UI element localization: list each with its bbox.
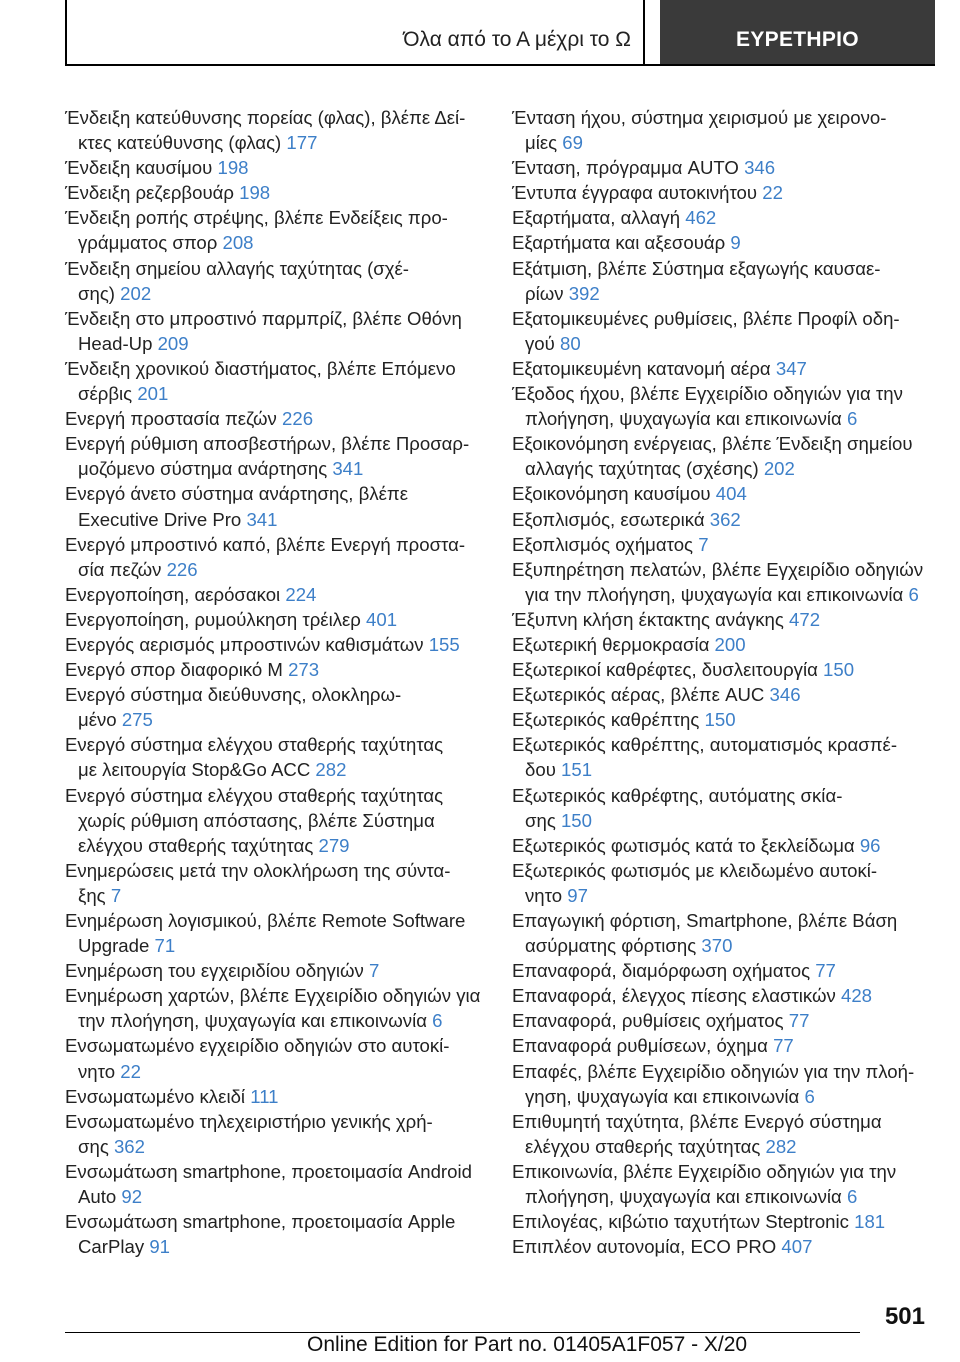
index-entry-text: σέρβις: [78, 383, 133, 405]
index-entry-line: [512, 607, 942, 632]
index-entry-text: Ενεργοποίηση, αερόσακοι: [65, 583, 281, 605]
page-reference-link[interactable]: 282: [765, 1135, 797, 1157]
page-reference-link[interactable]: 91: [149, 1236, 170, 1258]
page-reference-link[interactable]: 273: [288, 659, 320, 681]
header-section-tab[interactable]: [660, 0, 935, 64]
index-entry-line: [512, 1234, 942, 1259]
index-entry-line: [78, 230, 495, 255]
index-entry-text: νητο: [525, 884, 563, 906]
index-entry-text: Εξωτερικός καθρέπτης: [512, 709, 700, 731]
index-entry: [512, 958, 942, 983]
index-entry-line: [65, 958, 495, 983]
index-entry-line: [512, 532, 942, 557]
index-entry-text: δου: [525, 759, 556, 781]
index-entry: [512, 481, 942, 506]
index-entry-text: Εξατομικευμένη κατανομή αέρα: [512, 357, 771, 379]
index-entry-text: Ενσωμάτωση smartphone, προετοιμασία Android: [65, 1160, 472, 1182]
index-entry: [512, 180, 942, 205]
page-reference-link[interactable]: 6: [804, 1085, 815, 1107]
index-entry: [512, 557, 942, 607]
page-reference-link[interactable]: 200: [714, 633, 746, 655]
index-entry-line: [78, 933, 495, 958]
index-entry-text: Head-Up: [78, 332, 153, 354]
index-entry-line: [65, 1084, 495, 1109]
index-entry-line: [78, 707, 495, 732]
index-entry-text: Ενσωμάτωση smartphone, προετοιμασία Apple: [65, 1211, 456, 1233]
index-entry-line: [65, 406, 495, 431]
page-reference-link[interactable]: 181: [854, 1211, 886, 1233]
index-entry-text: αλλαγής ταχύτητας (σχέσης): [525, 458, 759, 480]
index-entry-text: Επαναφορά, έλεγχος πίεσης ελαστικών: [512, 985, 836, 1007]
page-reference-link[interactable]: 69: [562, 132, 583, 154]
index-entry-line: [525, 757, 942, 782]
page-reference-link[interactable]: 209: [157, 332, 189, 354]
page-reference-link[interactable]: 150: [560, 809, 592, 831]
index-entry-text: Ενεργό σύστημα ελέγχου σταθερής ταχύτητας: [65, 734, 444, 756]
index-entry-line: [525, 130, 942, 155]
index-entry: [512, 833, 942, 858]
index-entry-line: [65, 657, 495, 682]
index-entry-text: Ενεργή προστασία πεζών: [65, 408, 277, 430]
index-entry-text: μοζόμενο σύστημα ανάρτησης: [78, 458, 328, 480]
index-entry-line: [525, 808, 942, 833]
index-entry-text: Εξυπηρέτηση πελατών, βλέπε Εγχειρίδιο οδηγιών: [512, 558, 924, 580]
index-entry-line: [512, 356, 942, 381]
section-tab-label: ΕΥΡΕΤΗΡΙΟ: [736, 28, 859, 51]
edition-note: Online Edition for Part no. 01405A1F057 - X/20: [307, 1333, 748, 1356]
index-entry-text: Εξατομικευμένες ρυθμίσεις, βλέπε Προφίλ οδη‐: [512, 307, 900, 329]
page-reference-link[interactable]: 428: [840, 985, 873, 1007]
page-reference-link[interactable]: 7: [110, 884, 122, 906]
page-reference-link[interactable]: 362: [709, 508, 741, 530]
index-entry: [65, 356, 495, 406]
page-reference-link[interactable]: 472: [789, 608, 821, 630]
index-entry: [512, 1234, 942, 1259]
page-reference-link[interactable]: 6: [846, 408, 858, 430]
index-entry-line: [512, 632, 942, 657]
index-entry: [512, 1159, 942, 1209]
index-entry: [65, 582, 495, 607]
index-entry: [65, 256, 495, 306]
index-entry-text: για την πλοήγηση, ψυχαγωγία και επικοινωνία: [525, 583, 904, 605]
index-entry-text: Ενεργό σύστημα διεύθυνσης, ολοκληρω‐: [65, 684, 402, 706]
index-entry-text: Εξωτερικοί καθρέφτες, δυσλειτουργία: [512, 659, 818, 681]
index-entry-line: [525, 1134, 942, 1159]
index-entry-line: [512, 1209, 942, 1234]
index-entry-line: [525, 1084, 942, 1109]
index-entry-line: [78, 381, 495, 406]
page-reference-link[interactable]: 177: [286, 132, 318, 154]
page-reference-link[interactable]: 77: [773, 1035, 794, 1057]
page-reference-link[interactable]: 201: [137, 383, 169, 405]
index-entry-text: Ενεργό σπορ διαφορικό M: [65, 659, 283, 681]
index-entry-text: Εξωτερικός φωτισμός κατά το ξεκλείδωμα: [512, 834, 855, 856]
index-entry: [512, 1033, 942, 1058]
index-entry-text: μένο: [78, 709, 117, 731]
index-entry: [65, 481, 495, 531]
page-reference-link[interactable]: 282: [315, 759, 347, 781]
index-entry-text: Ενεργό σύστημα ελέγχου σταθερής ταχύτητας: [65, 784, 444, 806]
index-entry-text: Εξωτερικός καθρέφτης, αυτόματης σκία‐: [512, 784, 843, 806]
page-reference-link[interactable]: 9: [730, 232, 741, 254]
index-entry-line: [525, 281, 942, 306]
index-entry-text: Επαγωγική φόρτιση, Smartphone, βλέπε Βάση: [512, 910, 898, 931]
index-entry-line: [525, 933, 942, 958]
page-number: 501: [884, 1303, 925, 1330]
index-entry-text: Auto: [78, 1186, 117, 1208]
index-entry-text: την πλοήγηση, ψυχαγωγία και επικοινωνία: [78, 1010, 427, 1032]
index-entry: [512, 381, 942, 431]
index-entry-text: Upgrade: [78, 935, 150, 957]
page-reference-link[interactable]: 202: [120, 282, 152, 304]
index-entry-line: [512, 657, 942, 682]
index-entry-line: [78, 1184, 495, 1209]
index-entry: [65, 105, 495, 155]
index-column-left: [65, 105, 495, 1259]
page-reference-link[interactable]: 226: [282, 408, 314, 430]
index-entry-text: νητο: [78, 1060, 116, 1082]
index-entry-text: Επαφές, βλέπε Εγχειρίδιο οδηγιών για την πλοή‐: [512, 1060, 915, 1082]
page-reference-link[interactable]: 6: [846, 1186, 858, 1208]
index-entry: [512, 908, 942, 958]
index-entry: [65, 180, 495, 205]
index-entry-text: Επαναφορά ρυθμίσεων, όχημα: [512, 1035, 768, 1057]
index-entry: [65, 306, 495, 356]
page-reference-link[interactable]: 155: [428, 633, 460, 655]
index-entry-text: Ενημέρωση του εγχειριδίου οδηγιών: [65, 960, 364, 982]
index-entry: [65, 532, 495, 582]
index-entry-text: Εξωτερικός καθρέπτης, αυτοματισμός κρασπέ‐: [512, 734, 898, 756]
index-entry-text: κτες κατεύθυνσης (φλας): [78, 132, 282, 154]
index-entry-text: σης): [78, 282, 115, 304]
index-entry: [65, 1159, 495, 1209]
index-entry-text: Εξωτερικός φωτισμός με κλειδωμένο αυτοκί‐: [512, 859, 878, 881]
index-entry-text: Επιθυμητή ταχύτητα, βλέπε Ενεργό σύστημα: [512, 1110, 882, 1132]
page-reference-link[interactable]: 150: [823, 659, 855, 681]
page-reference-link[interactable]: 407: [781, 1236, 813, 1258]
page-reference-link[interactable]: 6: [908, 583, 919, 605]
index-entry-line: [512, 507, 942, 532]
index-entry-text: Ενσωματωμένο κλειδί: [65, 1085, 246, 1107]
index-entry: [65, 732, 495, 782]
page-reference-link[interactable]: 96: [859, 834, 881, 856]
index-entry-text: Ένδειξη καυσίμου: [65, 157, 213, 179]
page-reference-link[interactable]: 279: [318, 834, 350, 856]
index-entry-text: Έξυπνη κλήση έκτακτης ανάγκης: [512, 608, 784, 630]
index-entry: [65, 858, 495, 908]
index-entry-text: Επαναφορά, διαμόρφωση οχήματος: [512, 960, 811, 982]
index-entry-text: Ένταση ήχου, σύστημα χειρισμού με χειρονο‐: [512, 107, 887, 128]
page-reference-link[interactable]: 22: [762, 182, 783, 204]
index-entry-line: [65, 632, 495, 657]
index-entry-text: Ενεργός αερισμός μπροστινών καθισμάτων: [65, 633, 424, 655]
index-entry-line: [512, 983, 942, 1008]
index-entry-line: [525, 582, 942, 607]
index-entry-text: Ένδειξη κατεύθυνσης πορείας (φλας), βλέπε Δεί‐: [65, 107, 466, 128]
index-entry-line: [78, 456, 495, 481]
index-entry-line: [78, 1134, 495, 1159]
index-column-right: [512, 105, 942, 1259]
index-entry-text: ξης: [78, 884, 106, 906]
index-entry: [65, 958, 495, 983]
index-entry-text: Εξοπλισμός, εσωτερικά: [512, 508, 705, 530]
page-reference-link[interactable]: 97: [567, 884, 588, 906]
page-reference-link[interactable]: 198: [217, 157, 249, 179]
index-entry-text: Εξαρτήματα, αλλαγή: [512, 207, 681, 229]
index-entry: [512, 983, 942, 1008]
page-reference-link[interactable]: 341: [246, 508, 278, 530]
index-entry: [65, 1084, 495, 1109]
index-entry-text: σία πεζών: [78, 558, 162, 580]
index-entry-line: [78, 757, 495, 782]
page-reference-link[interactable]: 22: [120, 1060, 141, 1082]
index-entry-line: [512, 180, 942, 205]
index-entry-text: με λειτουργία Stop&Go ACC: [78, 759, 311, 781]
index-entry: [512, 783, 942, 833]
index-entry: [512, 230, 942, 255]
index-entry-text: γηση, ψυχαγωγία και επικοινωνία: [525, 1085, 800, 1107]
index-entry: [65, 1033, 495, 1083]
index-entry-line: [78, 507, 495, 532]
index-entry-line: [525, 883, 942, 908]
page-reference-link[interactable]: 346: [769, 684, 801, 706]
index-entry: [65, 632, 495, 657]
page-reference-link[interactable]: 7: [368, 960, 380, 982]
index-entry: [512, 306, 942, 356]
index-entry: [65, 657, 495, 682]
index-entry-line: [78, 883, 495, 908]
index-entry-text: γράμματος σπορ: [78, 232, 218, 254]
index-entry-text: Επικοινωνία, βλέπε Εγχειρίδιο οδηγιών για την: [512, 1160, 897, 1182]
page-reference-link[interactable]: 208: [222, 232, 254, 254]
index-entry-text: Ενημέρωση χαρτών, βλέπε Εγχειρίδιο οδηγιών για: [65, 985, 481, 1007]
index-entry-text: Έξοδος ήχου, βλέπε Εγχειρίδιο οδηγιών για την: [512, 383, 903, 405]
index-entry-line: [78, 331, 495, 356]
index-entry-line: [512, 481, 942, 506]
index-entry-line: [78, 557, 495, 582]
index-entry-text: Εξοικονόμηση καυσίμου: [512, 483, 711, 505]
index-entry-text: Επαναφορά, ρυθμίσεις οχήματος: [512, 1010, 784, 1032]
page-reference-link[interactable]: 370: [701, 935, 733, 957]
index-entry-line: [65, 180, 495, 205]
index-entry: [512, 607, 942, 632]
index-entry-text: Ένδειξη στο μπροστινό παρμπρίζ, βλέπε Οθόνη: [65, 307, 462, 329]
page-reference-link[interactable]: 71: [154, 935, 176, 957]
index-entry-text: Έντυπα έγγραφα αυτοκινήτου: [512, 182, 758, 204]
page-reference-link[interactable]: 462: [685, 207, 717, 229]
page-reference-link[interactable]: 226: [166, 558, 198, 580]
index-entry-text: γού: [525, 332, 555, 354]
page-reference-link[interactable]: 347: [775, 357, 807, 379]
index-entry: [512, 507, 942, 532]
index-entry-line: [525, 331, 942, 356]
index-entry-text: Ενημέρωση λογισμικού, βλέπε Remote Software: [65, 910, 466, 931]
index-entry-line: [512, 1008, 942, 1033]
index-entry-text: Ενεργό άνετο σύστημα ανάρτησης, βλέπε: [65, 483, 409, 505]
index-entry: [512, 431, 942, 481]
index-entry-text: ελέγχου σταθερής ταχύτητας: [525, 1135, 761, 1157]
index-entry: [512, 1109, 942, 1159]
index-entry-text: Ένδειξη σημείου αλλαγής ταχύτητας (σχέ‐: [65, 257, 409, 279]
index-entry-text: Ενεργή ρύθμιση αποσβεστήρων, βλέπε Προσαρ‐: [65, 433, 470, 455]
index-entry-line: [78, 1008, 495, 1033]
index-entry-line: [65, 607, 495, 632]
index-entry: [512, 356, 942, 381]
index-entry-text: Εξοπλισμός οχήματος: [512, 533, 694, 555]
index-entry: [65, 983, 495, 1033]
header-breadcrumb-box: [65, 0, 645, 64]
index-entry-text: Ενσωματωμένο τηλεχειριστήριο γενικής χρή‐: [65, 1110, 433, 1132]
index-entry-text: ρίων: [525, 282, 564, 304]
index-entry-text: ασύρματης φόρτισης: [525, 935, 697, 957]
page-reference-link[interactable]: 7: [698, 533, 709, 555]
index-entry: [65, 908, 495, 958]
index-entry-text: πλοήγηση, ψυχαγωγία και επικοινωνία: [525, 1186, 842, 1208]
page-reference-link[interactable]: 198: [239, 182, 271, 204]
page-reference-link[interactable]: 150: [704, 709, 736, 731]
index-entry-line: [512, 958, 942, 983]
index-entry-text: σης: [78, 1135, 109, 1157]
index-entry-text: πλοήγηση, ψυχαγωγία και επικοινωνία: [525, 408, 842, 430]
index-entry-text: Ενσωματωμένο εγχειρίδιο οδηγιών στο αυτοκί‐: [65, 1035, 450, 1057]
page-reference-link[interactable]: 77: [788, 1010, 810, 1032]
index-entry-line: [78, 1234, 495, 1259]
index-entry-line: [512, 1033, 942, 1058]
index-entry: [65, 1109, 495, 1159]
index-entry: [65, 406, 495, 431]
index-entry-text: Εξαρτήματα και αξεσουάρ: [512, 232, 726, 254]
breadcrumb[interactable]: Όλα από το Α μέχρι το Ω: [403, 28, 631, 51]
index-entry: [512, 632, 942, 657]
index-entry-line: [512, 707, 942, 732]
page-reference-link[interactable]: 111: [250, 1085, 279, 1107]
index-entry-text: Ένταση, πρόγραμμα AUTO: [512, 157, 739, 179]
page-reference-link[interactable]: 151: [561, 759, 593, 781]
index-entry-line: [512, 205, 942, 230]
index-entry: [512, 105, 942, 155]
index-entry-line: [512, 682, 942, 707]
index-entry-text: Εξωτερικός αέρας, βλέπε AUC: [512, 684, 765, 706]
index-entry: [512, 532, 942, 557]
page-reference-link[interactable]: 202: [763, 458, 795, 480]
index-entry: [65, 431, 495, 481]
index-entry-line: [78, 833, 495, 858]
index-entry-text: Εξάτμιση, βλέπε Σύστημα εξαγωγής καυσαε‐: [512, 257, 881, 279]
index-entry: [65, 783, 495, 858]
index-entry-line: [512, 833, 942, 858]
index-entry-line: [78, 1059, 495, 1084]
index-entry-line: [78, 130, 495, 155]
page-reference-link[interactable]: 401: [366, 608, 398, 630]
page-reference-link[interactable]: 77: [815, 960, 836, 982]
index-entry-line: [65, 155, 495, 180]
page-reference-link[interactable]: 341: [332, 458, 364, 480]
page-reference-link[interactable]: 392: [568, 282, 600, 304]
index-entry-text: Εξωτερική θερμοκρασία: [512, 633, 710, 655]
index-entry: [512, 155, 942, 180]
index-entry-line: [525, 456, 942, 481]
index-entry-text: Ενεργό μπροστινό καπό, βλέπε Ενεργή προστα‐: [65, 533, 466, 555]
index-entry: [65, 682, 495, 732]
index-entry: [65, 607, 495, 632]
index-entry: [512, 1209, 942, 1234]
index-entry: [512, 682, 942, 707]
index-entry: [512, 1008, 942, 1033]
index-entry: [65, 205, 495, 255]
index-entry-line: [512, 155, 942, 180]
index-entry: [65, 155, 495, 180]
index-entry-text: Ενεργοποίηση, ρυμούλκηση τρέιλερ: [65, 608, 361, 630]
index-entry-text: Εξοικονόμηση ενέργειας, βλέπε Ένδειξη σημείου: [512, 433, 913, 455]
index-entry: [512, 657, 942, 682]
index-entry-text: Επιπλέον αυτονομία, ECO PRO: [512, 1236, 777, 1258]
index-entry-text: μίες: [525, 132, 558, 154]
index-entry: [512, 205, 942, 230]
page-reference-link[interactable]: 92: [121, 1186, 143, 1208]
index-entry-text: CarPlay: [78, 1236, 145, 1258]
index-entry-line: [525, 406, 942, 431]
index-entry: [512, 1059, 942, 1109]
index-entry-text: Executive Drive Pro: [78, 508, 242, 530]
page-reference-link[interactable]: 80: [559, 332, 581, 354]
page-reference-link[interactable]: 404: [715, 483, 747, 505]
index-entry-text: χωρίς ρύθμιση απόστασης, βλέπε Σύστημα: [78, 809, 435, 831]
index-entry: [512, 256, 942, 306]
page-reference-link[interactable]: 362: [113, 1135, 145, 1157]
index-entry-line: [525, 1184, 942, 1209]
index-entry: [512, 858, 942, 908]
index-entry-line: [78, 281, 495, 306]
index-entry-line: [512, 230, 942, 255]
index-entry-text: Επιλογέας, κιβώτιο ταχυτήτων Steptronic: [512, 1211, 849, 1233]
index-entry-text: Ένδειξη ροπής στρέψης, βλέπε Ενδείξεις προ‐: [65, 207, 448, 229]
page-reference-link[interactable]: 346: [744, 157, 776, 179]
index-entry: [65, 1209, 495, 1259]
page-reference-link[interactable]: 275: [121, 709, 153, 731]
page-reference-link[interactable]: 6: [432, 1010, 443, 1032]
page-reference-link[interactable]: 224: [285, 583, 317, 605]
index-entry-text: Ένδειξη ρεζερβουάρ: [65, 182, 234, 204]
header-rule: [65, 64, 935, 66]
index-entry: [512, 707, 942, 732]
index-entry: [512, 732, 942, 782]
index-entry-text: σης: [525, 809, 556, 831]
index-entry-text: Ενημερώσεις μετά την ολοκλήρωση της σύντα‐: [65, 859, 451, 881]
index-entry-text: Ένδειξη χρονικού διαστήματος, βλέπε Επόμενο: [65, 357, 456, 379]
index-entry-line: [65, 582, 495, 607]
index-entry-text: ελέγχου σταθερής ταχύτητας: [78, 834, 314, 856]
